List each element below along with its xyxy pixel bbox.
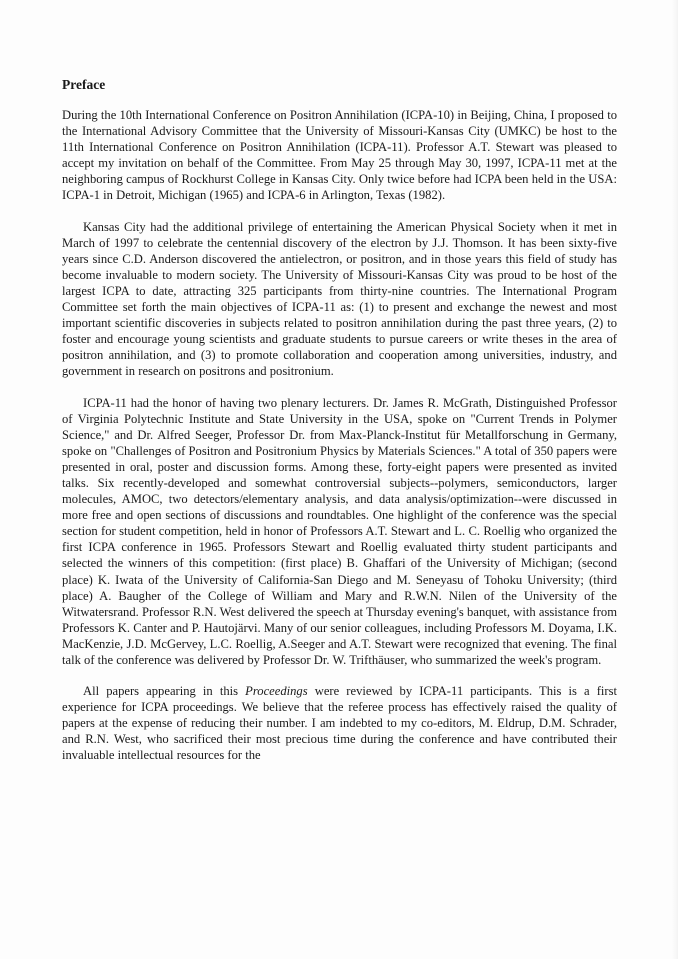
paragraph-3: ICPA-11 had the honor of having two plenary lecturers. Dr. James R. McGrath, Distinguished Professor of Virginia Polytechnic Institute and State University in the USA, spoke on "Current Trends in Polymer Science," and Dr. Alfred Seeger, Professor Dr. from Max-Planck-Institut für Metallforschung in Germany, spoke on "Challenges of Positron and Positronium Physics by Materials Sciences." A total of 350 papers were presented in oral, poster and discussion forms. Among these, forty-eight papers were presented as invited talks. Six recently-developed and somewhat controversial subjects--polymers, semiconductors, larger molecules, AMOC, two detectors/elementary analysis, and data analysis/optimization--were discussed in more free and open sections of discussions and roundtables. One highlight of the conference was the special section for student competition, held in honor of Professors A.T. Stewart and L. C. Roellig who organized the first ICPA conference in 1965. Professors Stewart and Roellig evaluated thirty student participants and selected the winners of this competition: (first place) B. Ghaffari of the University of Michigan; (second place) K. Iwata of the University of California-San Diego and M. Seneyasu of Tohoku University; (third place) A. Baugher of the College of William and Mary and R.W.N. Nilen of the University of the Witwatersrand. Professor R.N. West delivered the speech at Thursday evening's banquet, with assistance from Professors K. Canter and P. Hautojärvi. Many of our senior colleagues, including Professors M. Doyama, I.K. MacKenzie, J.D. McGervey, L.C. Roellig, A.Seeger and A.T. Stewart were recognized that evening. The final talk of the conference was delivered by Professor Dr. W. Trifthäuser, who summarized the week's program. bbox=[62, 395, 617, 667]
page-title: Preface bbox=[62, 77, 106, 92]
paragraph-1: During the 10th International Conference on Positron Annihilation (ICPA-10) in Beijing, China, I proposed to the International Advisory Committee that the University of Missouri-Kansas City (UMKC) be host to the 11th International Conference on Positron Annihilation (ICPA-11). Professor A.T. Stewart was pleased to accept my invitation on behalf of the Committee. From May 25 through May 30, 1997, ICPA-11 met at the neighboring campus of Rockhurst College in Kansas City. Only twice before had ICPA been held in the USA: ICPA-1 in Detroit, Michigan (1965) and ICPA-6 in Arlington, Texas (1982). bbox=[62, 108, 617, 203]
paragraph-4 bbox=[62, 683, 617, 763]
paragraph-4-rest: were reviewed by ICPA-11 participants. This is a first experience for ICPA proceedings. We believe that the referee process has effectively raised the quality of papers at the expense of reducing their number. I am indebted to my co-editors, M. Eldrup, D.M. Schrader, and R.N. West, who sacrificed their most precious time during the conference and have contributed their invaluable intellectual resources for the bbox=[62, 684, 617, 763]
scan-edge-shadow bbox=[672, 0, 678, 959]
paragraph-4-start: All papers appearing in this bbox=[83, 684, 246, 699]
proceedings-italic: Proceedings bbox=[245, 684, 308, 699]
preface-content bbox=[62, 76, 617, 764]
paragraph-2: Kansas City had the additional privilege of entertaining the American Physical Society when it met in March of 1997 to celebrate the centennial discovery of the electron by J.J. Thomson. It has been sixty-five years since C.D. Anderson discovered the antielectron, or positron, and in those years this field of study has become invaluable to modern society. The University of Missouri-Kansas City was proud to be host of the largest ICPA to date, attracting 325 participants from thirty-nine countries. The International Program Committee set forth the main objectives of ICPA-11 as: (1) to present and exchange the newest and most important scientific discoveries in subjects related to positron annihilation during the past three years, (2) to foster and encourage young scientists and graduate students to pursue careers or write theses in the area of positron annihilation, and (3) to promote collaboration and cooperation among universities, industry, and government in research on positrons and positronium. bbox=[62, 219, 617, 379]
